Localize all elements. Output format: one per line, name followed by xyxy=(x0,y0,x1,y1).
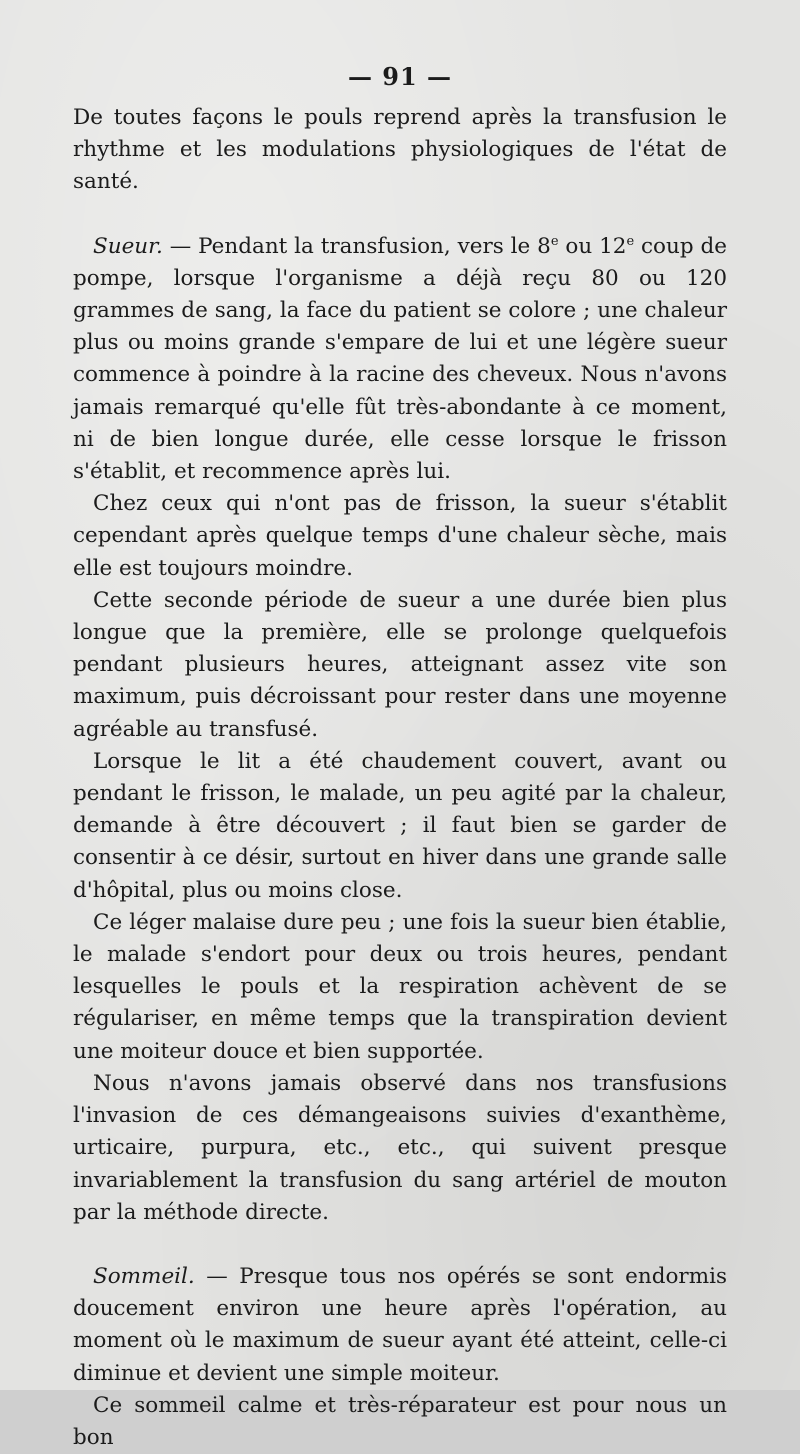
paragraph-frisson: Chez ceux qui n'ont pas de frisson, la sueur s'établit cependant après quelque temps d'une chaleur sèche, mais elle est toujours moindre. xyxy=(73,491,727,581)
superscript-e-2: e xyxy=(626,233,635,249)
paragraph-seconde-periode: Cette seconde période de sueur a une durée bien plus longue que la première, elle se prolonge quelquefois pendant plusieurs heures, atteignant assez vite son maximum, puis décroissant pour rester dans une moyenne agréable au transfusé. xyxy=(73,587,727,742)
section-label-sueur: Sueur. xyxy=(93,233,163,259)
section-label-sommeil: Sommeil. xyxy=(93,1263,195,1289)
paragraph-sueur-text-c: coup de pompe, lorsque l'organisme a déjà reçu 80 ou 120 grammes de sang, la face du patient se colore ; une chaleur plus ou moins grande s'empare de lui et une légère sueur commence à poindre à la racine des cheveux. Nous n'avons jamais remarqué qu'elle fût très-abondante à ce moment, ni de bien longue durée, elle cesse lorsque le frisson s'établit, et recommence après lui. xyxy=(73,233,727,485)
body-text xyxy=(73,102,727,1454)
paragraph-lit: Lorsque le lit a été chaudement couvert, avant ou pendant le frisson, le malade, un peu agité par la chaleur, demande à être découvert ; il faut bien se garder de consentir à ce désir, surtout en hiver dans une grande salle d'hôpital, plus ou moins close. xyxy=(73,748,727,903)
paragraph-transfusions: Nous n'avons jamais observé dans nos transfusions l'invasion de ces démangeaisons suivies d'exanthème, urticaire, purpura, etc., etc., qui suivent presque invariablement la transfusion du sang artériel de mouton par la méthode directe. xyxy=(73,1070,727,1225)
paragraph-sueur xyxy=(73,231,727,489)
paragraph-sommeil-calme: Ce sommeil calme et très-réparateur est pour nous un bon xyxy=(73,1392,727,1450)
paragraph-sommeil xyxy=(73,1261,727,1390)
paragraph-sommeil-text: — Presque tous nos opérés se sont endormis doucement environ une heure après l'opération, au moment où le maximum de sueur ayant été atteint, celle-ci diminue et devient une simple moiteur. xyxy=(73,1263,727,1386)
page-number: — 91 — xyxy=(347,62,453,91)
paragraph-sueur-text-a: — Pendant la transfusion, vers le 8 xyxy=(162,233,551,259)
superscript-e-1: e xyxy=(550,233,559,249)
paragraph-pulse: De toutes façons le pouls reprend après la transfusion le rhythme et les modulations physiologiques de l'état de santé. xyxy=(73,105,727,195)
paragraph-malaise: Ce léger malaise dure peu ; une fois la sueur bien établie, le malade s'endort pour deux ou trois heures, pendant lesquelles le pouls et la respiration achèvent de se régulariser, en même temps que la transpiration devient une moiteur douce et bien supportée. xyxy=(73,909,727,1064)
paragraph-sueur-text-b: ou 12 xyxy=(558,233,627,259)
